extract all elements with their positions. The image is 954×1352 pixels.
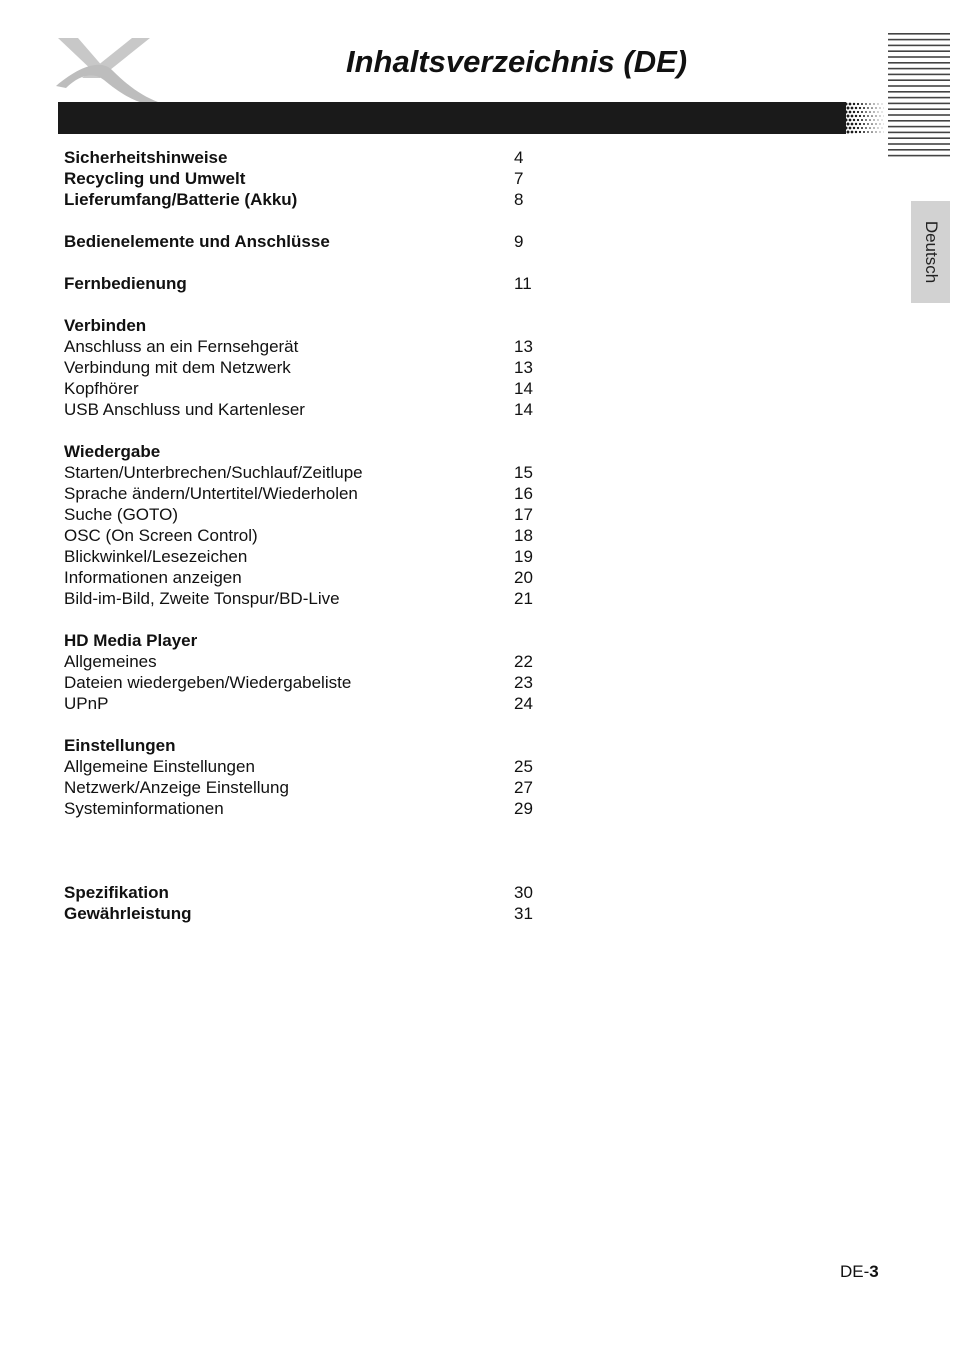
toc-entry-label: UPnP (64, 694, 109, 713)
toc-entry (64, 756, 564, 777)
toc-entry-label: Systeminformationen (64, 799, 224, 818)
toc-entry-label: HD Media Player (64, 631, 198, 650)
toc-entry (64, 903, 564, 924)
header-bar (58, 102, 858, 134)
toc-entry (64, 672, 564, 693)
toc-entry (64, 336, 564, 357)
toc-entry-page: 25 (514, 757, 533, 776)
toc-entry (64, 798, 564, 819)
side-stripe-decoration (888, 31, 950, 159)
language-tab-label: Deutsch (921, 220, 941, 284)
toc-entry-label: Spezifikation (64, 883, 169, 902)
page-title: Inhaltsverzeichnis (DE) (346, 44, 688, 79)
toc-entry (64, 735, 564, 756)
toc-entry-page: 13 (514, 337, 533, 356)
toc-entry (64, 504, 564, 525)
toc-entry (64, 630, 564, 651)
toc-entry-label: OSC (On Screen Control) (64, 526, 258, 545)
toc-entry-page: 7 (514, 169, 524, 188)
toc-entry (64, 357, 564, 378)
toc-entry-label: Starten/Unterbrechen/Suchlauf/Zeitlupe (64, 463, 363, 482)
toc-entry-page: 17 (514, 505, 533, 524)
toc-entry (64, 441, 564, 462)
toc-entry-page: 14 (514, 400, 533, 419)
toc-entry (64, 567, 564, 588)
toc-entry-page: 14 (514, 379, 533, 398)
toc-entry-label: Verbinden (64, 316, 147, 335)
toc-entry-page: 20 (514, 568, 533, 587)
toc-entry (64, 588, 564, 609)
toc-entry-page: 13 (514, 358, 533, 377)
toc-entry-page: 22 (514, 652, 533, 671)
toc-entry-page: 8 (514, 190, 524, 209)
toc-entry-label: Fernbedienung (64, 274, 187, 293)
toc-entry-label: Sicherheitshinweise (64, 148, 228, 167)
toc-entry-page: 31 (514, 904, 533, 923)
language-tab (911, 201, 950, 303)
toc-entry-label: Netzwerk/Anzeige Einstellung (64, 778, 289, 797)
toc-entry-label: Dateien wiedergeben/Wiedergabeliste (64, 673, 352, 692)
toc-entry-page: 18 (514, 526, 533, 545)
toc-entry-label: Gewährleistung (64, 904, 192, 923)
toc-entry (64, 483, 564, 504)
page-number-prefix: DE- (840, 1262, 870, 1281)
toc-entry-page: 30 (514, 883, 533, 902)
toc-entry (64, 777, 564, 798)
toc-entry-label: Bild-im-Bild, Zweite Tonspur/BD-Live (64, 589, 340, 608)
toc-entry (64, 882, 564, 903)
toc-entry-label: Blickwinkel/Lesezeichen (64, 547, 248, 566)
toc-entry-label: Kopfhörer (64, 379, 139, 398)
toc-entry-page: 11 (514, 274, 532, 293)
page-number-value: 3 (869, 1262, 879, 1281)
toc-entry-label: Bedienelemente und Anschlüsse (64, 232, 330, 251)
toc-entry-label: USB Anschluss und Kartenleser (64, 400, 305, 419)
table-of-contents (64, 147, 564, 924)
toc-entry-label: Informationen anzeigen (64, 568, 242, 587)
brand-x-logo (52, 34, 162, 106)
toc-entry (64, 147, 564, 168)
toc-entry-page: 16 (514, 484, 533, 503)
toc-entry (64, 525, 564, 546)
toc-entry (64, 315, 564, 336)
toc-entry-label: Wiedergabe (64, 442, 161, 461)
toc-entry-page: 4 (514, 148, 524, 167)
toc-entry-page: 24 (514, 694, 533, 713)
header-bar-dot-pattern (840, 102, 884, 134)
toc-entry-label: Anschluss an ein Fernsehgerät (64, 337, 299, 356)
toc-entry (64, 189, 564, 210)
toc-entry (64, 462, 564, 483)
toc-entry (64, 546, 564, 567)
toc-entry-label: Verbindung mit dem Netzwerk (64, 358, 291, 377)
toc-entry-label: Sprache ändern/Untertitel/Wiederholen (64, 484, 358, 503)
toc-entry-label: Lieferumfang/Batterie (Akku) (64, 190, 298, 209)
toc-entry (64, 378, 564, 399)
toc-entry-page: 15 (514, 463, 533, 482)
page-number (840, 1262, 879, 1282)
toc-entry-page: 9 (514, 232, 524, 251)
toc-entry-label: Allgemeine Einstellungen (64, 757, 255, 776)
toc-entry (64, 273, 564, 294)
toc-entry-label: Allgemeines (64, 652, 157, 671)
toc-entry-page: 29 (514, 799, 533, 818)
toc-entry-label: Einstellungen (64, 736, 176, 755)
toc-entry (64, 651, 564, 672)
toc-entry (64, 399, 564, 420)
toc-entry-page: 21 (514, 589, 533, 608)
toc-entry (64, 231, 564, 252)
toc-entry (64, 693, 564, 714)
toc-entry-page: 19 (514, 547, 533, 566)
toc-entry-label: Recycling und Umwelt (64, 169, 246, 188)
toc-entry-label: Suche (GOTO) (64, 505, 178, 524)
toc-entry-page: 23 (514, 673, 533, 692)
toc-entry-page: 27 (514, 778, 533, 797)
toc-entry (64, 168, 564, 189)
